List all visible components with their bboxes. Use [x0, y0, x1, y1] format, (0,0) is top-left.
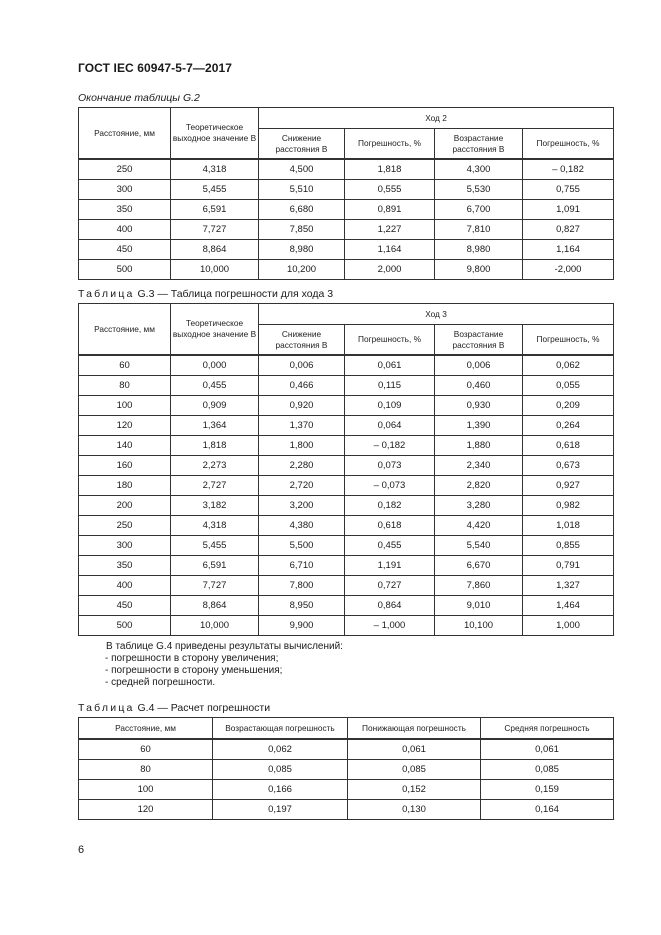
table-cell: 120 — [79, 800, 213, 820]
table-cell: 300 — [79, 536, 171, 556]
table-row — [79, 355, 614, 376]
table-cell: 0,152 — [348, 780, 481, 800]
table-row — [79, 576, 614, 596]
paragraph-intro: В таблице G.4 приведены результаты вычислений: — [106, 641, 343, 652]
table-cell: 9,900 — [259, 616, 345, 636]
table-cell: 0,061 — [481, 739, 614, 760]
table-cell: 1,818 — [171, 436, 259, 456]
table-cell: 0,930 — [435, 396, 523, 416]
table-cell: 0,827 — [523, 220, 614, 240]
table-cell: 2,727 — [171, 476, 259, 496]
table-cell: 2,720 — [259, 476, 345, 496]
table-row — [79, 800, 614, 820]
table-cell: 1,390 — [435, 416, 523, 436]
table-cell: 0,085 — [348, 760, 481, 780]
table-g4 — [78, 717, 614, 820]
table-cell: 500 — [79, 616, 171, 636]
table-cell: 0,455 — [171, 376, 259, 396]
table-cell: 160 — [79, 456, 171, 476]
explanatory-paragraph — [106, 641, 343, 689]
table-cell: 4,420 — [435, 516, 523, 536]
table-cell: 1,800 — [259, 436, 345, 456]
col-header-group: Ход 2 — [259, 108, 614, 129]
table-cell: 300 — [79, 180, 171, 200]
table-cell: 0,618 — [523, 436, 614, 456]
col-header-group: Ход 3 — [259, 304, 614, 325]
table-cell: – 0,073 — [345, 476, 435, 496]
table-row — [79, 260, 614, 280]
table-cell: 0,115 — [345, 376, 435, 396]
table-cell: 7,850 — [259, 220, 345, 240]
table-row — [79, 240, 614, 260]
table-cell: 0,062 — [213, 739, 348, 760]
table-cell: 1,000 — [523, 616, 614, 636]
table-cell: – 0,182 — [345, 436, 435, 456]
table-cell: 350 — [79, 200, 171, 220]
col-header-theoretical: Теоретическое выходное значение В — [171, 108, 259, 160]
table-cell: 10,000 — [171, 260, 259, 280]
table-cell: 450 — [79, 240, 171, 260]
col-header-increase: Возрастание расстояния В — [435, 129, 523, 160]
table-cell: 250 — [79, 159, 171, 180]
table-cell: 2,280 — [259, 456, 345, 476]
table-cell: 0,197 — [213, 800, 348, 820]
table-cell: 1,327 — [523, 576, 614, 596]
table-g3-caption — [78, 288, 333, 300]
table-g4-body — [79, 739, 614, 820]
table-row — [79, 376, 614, 396]
table-g3-body — [79, 355, 614, 636]
table-row — [79, 220, 614, 240]
table-cell: 1,164 — [345, 240, 435, 260]
table-cell: 1,164 — [523, 240, 614, 260]
table-cell: 1,018 — [523, 516, 614, 536]
table-cell: 1,091 — [523, 200, 614, 220]
table-cell: 0,982 — [523, 496, 614, 516]
table-row — [79, 396, 614, 416]
table-row — [79, 180, 614, 200]
table-cell: 0,755 — [523, 180, 614, 200]
table-cell: 0,673 — [523, 456, 614, 476]
table-cell: 100 — [79, 396, 171, 416]
table-cell: 0,460 — [435, 376, 523, 396]
table-cell: 3,280 — [435, 496, 523, 516]
list-item: - средней погрешности. — [105, 677, 216, 688]
col-header-distance: Расстояние, мм — [79, 108, 171, 160]
table-cell: 6,670 — [435, 556, 523, 576]
table-cell: 350 — [79, 556, 171, 576]
table-cell: 7,860 — [435, 576, 523, 596]
table-cell: 0,130 — [348, 800, 481, 820]
table-cell: 1,191 — [345, 556, 435, 576]
table-g4-caption — [78, 702, 270, 714]
table-cell: 0,055 — [523, 376, 614, 396]
col-header-error-2: Погрешность, % — [523, 325, 614, 356]
col-header-increasing-error: Возрастающая погрешность — [213, 718, 348, 740]
table-cell: 0,006 — [259, 355, 345, 376]
col-header-average-error: Средняя погрешность — [481, 718, 614, 740]
table-row — [79, 436, 614, 456]
table-row — [79, 496, 614, 516]
table-g2 — [78, 107, 614, 280]
table-cell: 400 — [79, 576, 171, 596]
table-g3-caption-prefix: Таблица — [78, 288, 135, 300]
table-cell: 0,164 — [481, 800, 614, 820]
table-cell: 250 — [79, 516, 171, 536]
table-cell: 0,927 — [523, 476, 614, 496]
table-cell: 1,464 — [523, 596, 614, 616]
table-cell: 4,318 — [171, 159, 259, 180]
table-cell: 0,209 — [523, 396, 614, 416]
table-cell: 7,810 — [435, 220, 523, 240]
table-row — [79, 556, 614, 576]
table-cell: 8,950 — [259, 596, 345, 616]
table-row — [79, 159, 614, 180]
table-cell: 8,980 — [259, 240, 345, 260]
table-cell: 7,727 — [171, 220, 259, 240]
col-header-decrease: Снижение расстояния В — [259, 325, 345, 356]
table-row — [79, 416, 614, 436]
table-row — [79, 596, 614, 616]
table-cell: 4,318 — [171, 516, 259, 536]
table-cell: 7,727 — [171, 576, 259, 596]
table-cell: 0,466 — [259, 376, 345, 396]
table-cell: 0,555 — [345, 180, 435, 200]
table-cell: 1,227 — [345, 220, 435, 240]
table-row — [79, 456, 614, 476]
table-cell: 0,909 — [171, 396, 259, 416]
table-cell: 0,182 — [345, 496, 435, 516]
table-cell: 7,800 — [259, 576, 345, 596]
table-cell: 80 — [79, 376, 171, 396]
table-row — [79, 739, 614, 760]
table-cell: 6,680 — [259, 200, 345, 220]
col-header-error-1: Погрешность, % — [345, 325, 435, 356]
table-cell: 500 — [79, 260, 171, 280]
list-item: - погрешности в сторону уменьшения; — [105, 665, 283, 676]
table-cell: 2,000 — [345, 260, 435, 280]
table-row — [79, 476, 614, 496]
table-cell: 450 — [79, 596, 171, 616]
table-row — [79, 616, 614, 636]
table-g3 — [78, 303, 614, 636]
table-cell: 0,061 — [345, 355, 435, 376]
table-cell: -2,000 — [523, 260, 614, 280]
table-row — [79, 516, 614, 536]
table-cell: 1,370 — [259, 416, 345, 436]
table-cell: 0,864 — [345, 596, 435, 616]
table-cell: 0,618 — [345, 516, 435, 536]
page-number: 6 — [78, 844, 85, 856]
col-header-decrease: Снижение расстояния В — [259, 129, 345, 160]
table-row — [79, 780, 614, 800]
table-cell: 0,073 — [345, 456, 435, 476]
col-header-distance: Расстояние, мм — [79, 718, 213, 740]
table-cell: 0,000 — [171, 355, 259, 376]
table-cell: 0,891 — [345, 200, 435, 220]
table-cell: 0,727 — [345, 576, 435, 596]
table-cell: 80 — [79, 760, 213, 780]
table-cell: 2,340 — [435, 456, 523, 476]
table-cell: 1,880 — [435, 436, 523, 456]
table-cell: 6,700 — [435, 200, 523, 220]
table-cell: 5,540 — [435, 536, 523, 556]
col-header-error-2: Погрешность, % — [523, 129, 614, 160]
table-cell: 100 — [79, 780, 213, 800]
list-item: - погрешности в сторону увеличения; — [105, 653, 279, 664]
table-cell: 3,200 — [259, 496, 345, 516]
table-cell: – 0,182 — [523, 159, 614, 180]
table-cell: 6,591 — [171, 200, 259, 220]
table-cell: 0,085 — [213, 760, 348, 780]
col-header-error-1: Погрешность, % — [345, 129, 435, 160]
table-row — [79, 200, 614, 220]
table-cell: 0,062 — [523, 355, 614, 376]
table-cell: 0,264 — [523, 416, 614, 436]
table-cell: 5,455 — [171, 180, 259, 200]
table-g4-caption-prefix: Таблица — [78, 702, 135, 714]
table-cell: 0,855 — [523, 536, 614, 556]
table-cell: 0,006 — [435, 355, 523, 376]
table-cell: 0,109 — [345, 396, 435, 416]
table-cell: 1,818 — [345, 159, 435, 180]
col-header-decreasing-error: Понижающая погрешность — [348, 718, 481, 740]
table-cell: 60 — [79, 355, 171, 376]
table-cell: 10,200 — [259, 260, 345, 280]
table-cell: 8,864 — [171, 596, 259, 616]
table-cell: 5,500 — [259, 536, 345, 556]
table-cell: 0,061 — [348, 739, 481, 760]
table-cell: 0,085 — [481, 760, 614, 780]
table-cell: 5,510 — [259, 180, 345, 200]
table-cell: 10,100 — [435, 616, 523, 636]
table-cell: 0,920 — [259, 396, 345, 416]
table-cell: 180 — [79, 476, 171, 496]
table-cell: 1,364 — [171, 416, 259, 436]
table-g2-caption: Окончание таблицы G.2 — [78, 92, 200, 104]
table-cell: 9,010 — [435, 596, 523, 616]
table-cell: 9,800 — [435, 260, 523, 280]
table-cell: 8,980 — [435, 240, 523, 260]
table-cell: 3,182 — [171, 496, 259, 516]
table-cell: 5,455 — [171, 536, 259, 556]
table-g2-body — [79, 159, 614, 280]
table-g3-caption-text: G.3 — Таблица погрешности для хода 3 — [134, 288, 334, 300]
table-cell: 0,455 — [345, 536, 435, 556]
table-cell: 0,166 — [213, 780, 348, 800]
table-cell: 2,820 — [435, 476, 523, 496]
table-cell: 120 — [79, 416, 171, 436]
col-header-increase: Возрастание расстояния В — [435, 325, 523, 356]
table-cell: 5,530 — [435, 180, 523, 200]
table-g4-caption-text: G.4 — Расчет погрешности — [134, 702, 271, 714]
col-header-theoretical: Теоретическое выходное значение В — [171, 304, 259, 356]
table-cell: 0,159 — [481, 780, 614, 800]
table-cell: 6,591 — [171, 556, 259, 576]
table-cell: 6,710 — [259, 556, 345, 576]
table-cell: 0,791 — [523, 556, 614, 576]
table-cell: 0,064 — [345, 416, 435, 436]
table-cell: 4,300 — [435, 159, 523, 180]
table-cell: 140 — [79, 436, 171, 456]
table-cell: 2,273 — [171, 456, 259, 476]
document-header: ГОСТ IEC 60947-5-7—2017 — [78, 61, 233, 75]
table-cell: – 1,000 — [345, 616, 435, 636]
table-cell: 4,380 — [259, 516, 345, 536]
table-cell: 200 — [79, 496, 171, 516]
table-cell: 10,000 — [171, 616, 259, 636]
table-cell: 8,864 — [171, 240, 259, 260]
table-cell: 4,500 — [259, 159, 345, 180]
table-cell: 400 — [79, 220, 171, 240]
col-header-distance: Расстояние, мм — [79, 304, 171, 356]
table-row — [79, 536, 614, 556]
table-row — [79, 760, 614, 780]
table-cell: 60 — [79, 739, 213, 760]
